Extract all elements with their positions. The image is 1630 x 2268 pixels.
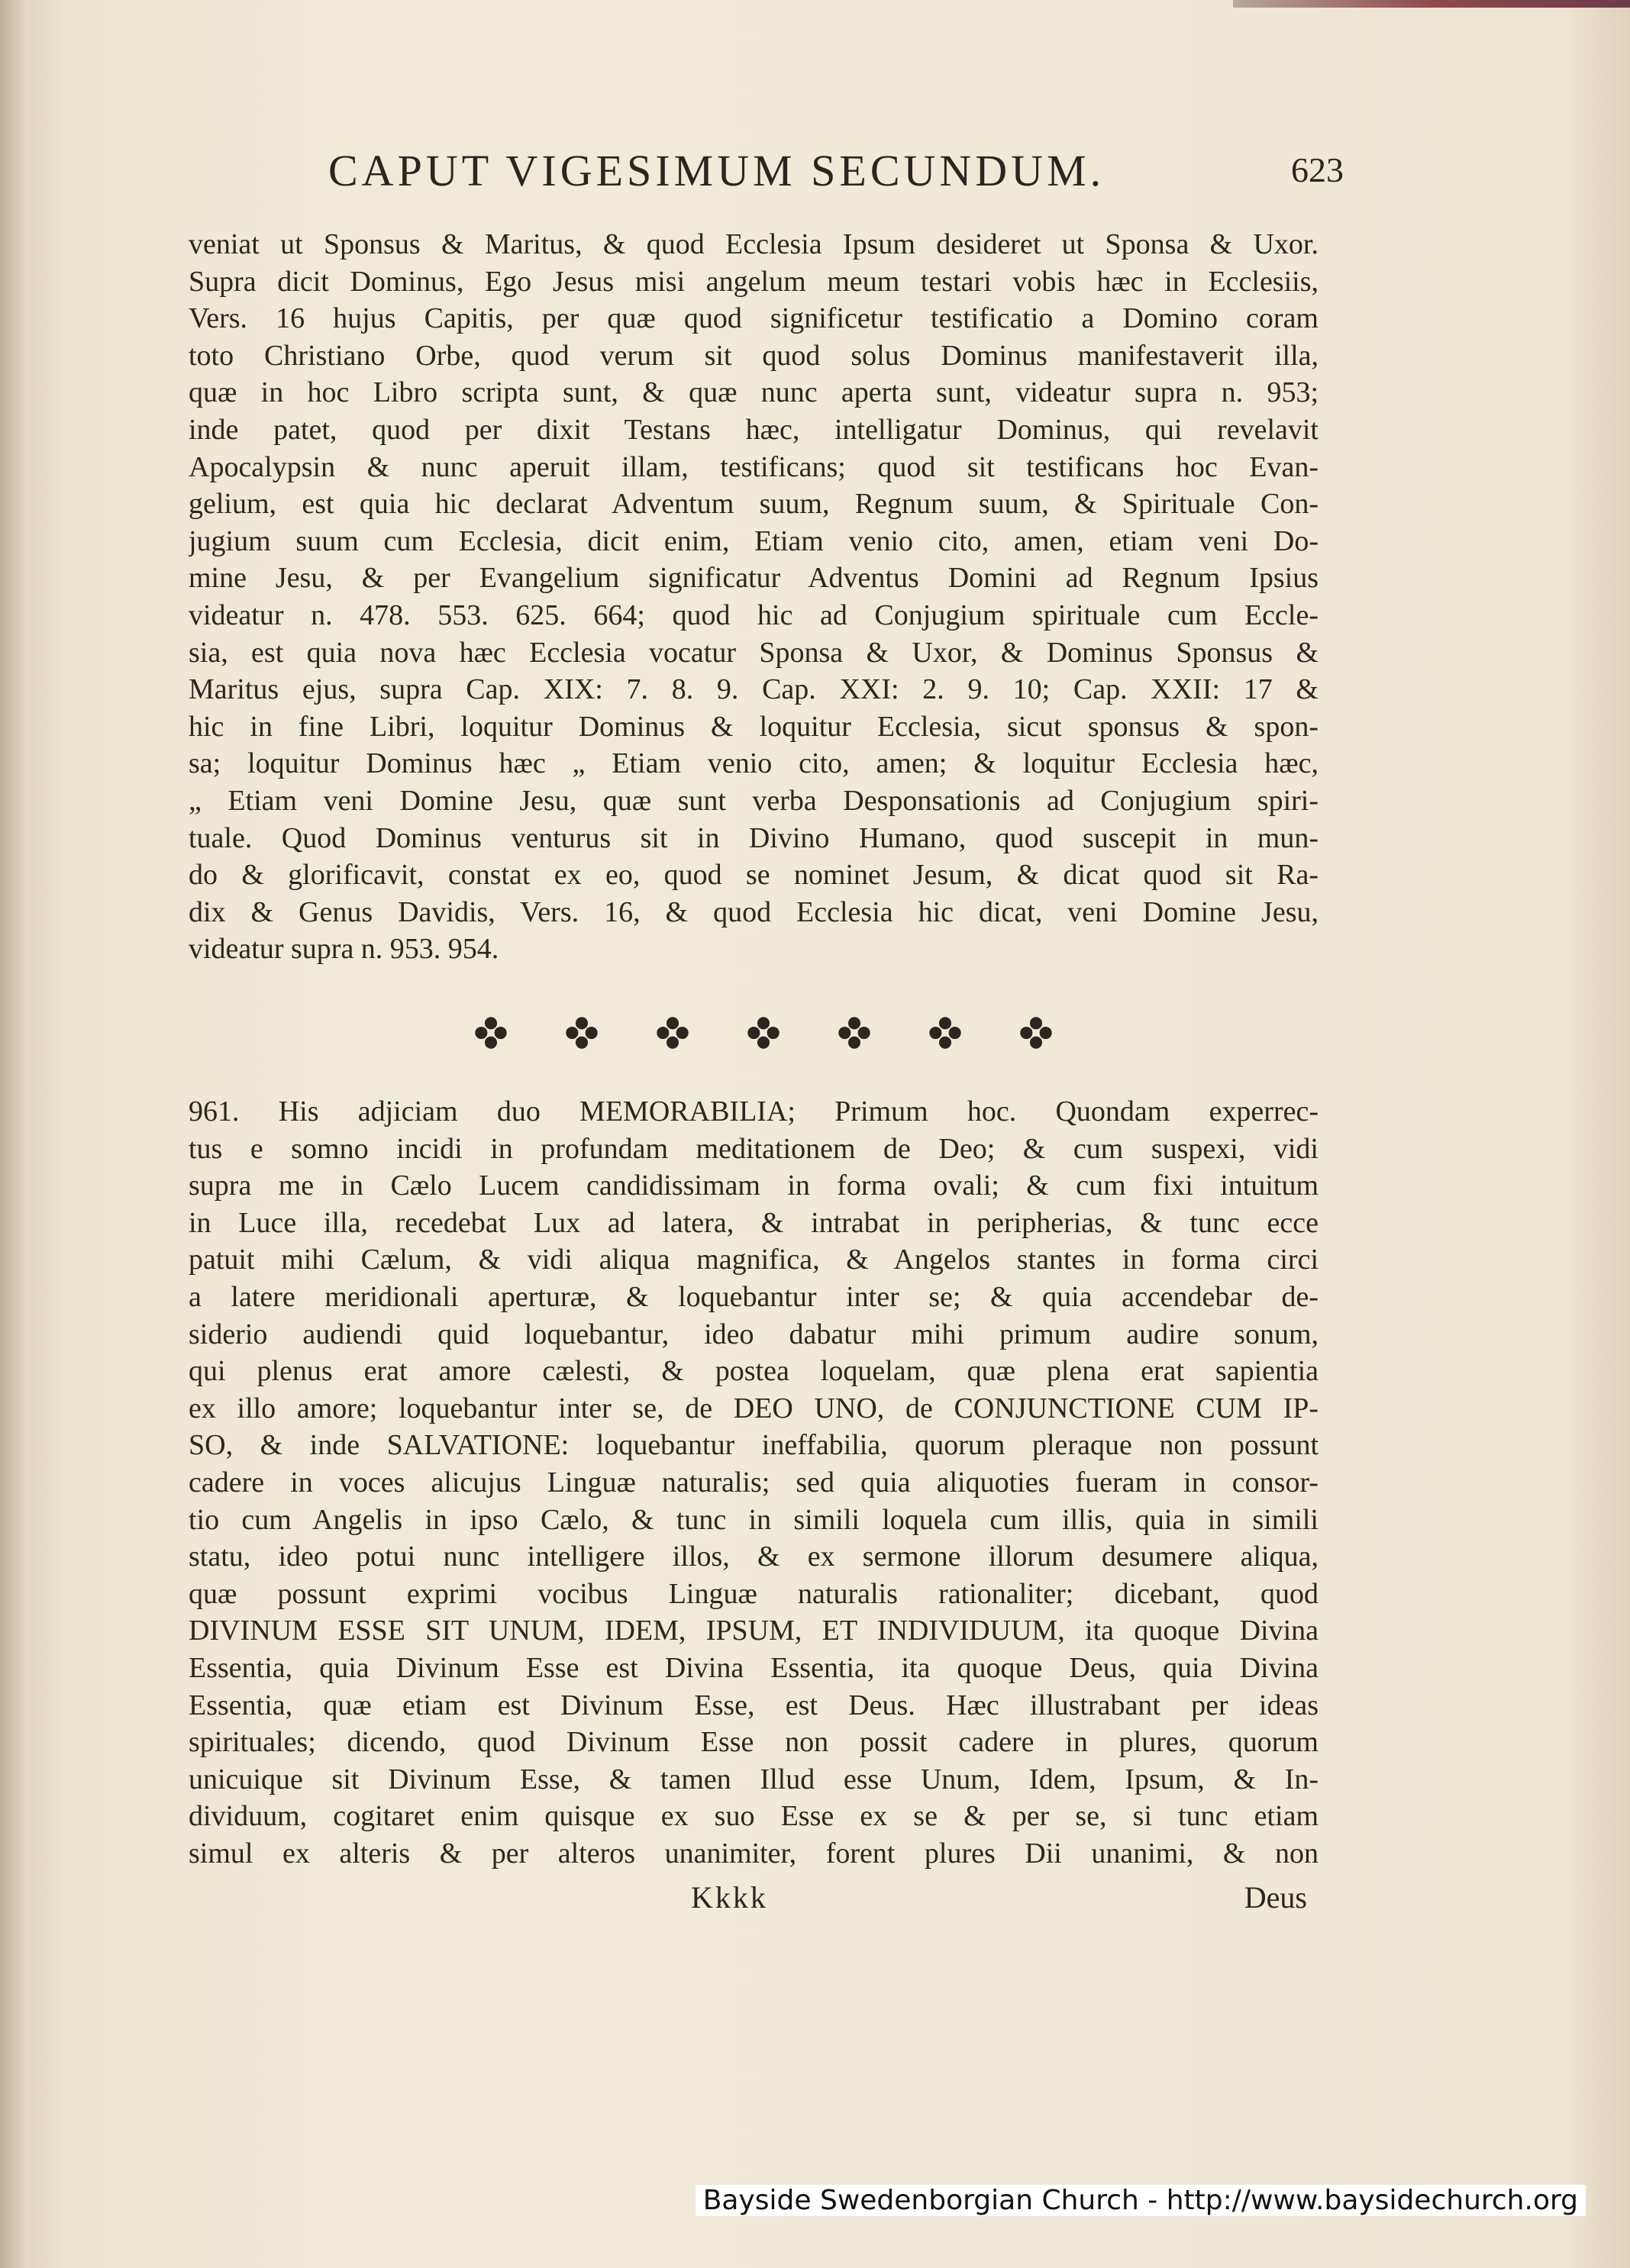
running-head: CAPUT VIGESIMUM SECUNDUM. bbox=[328, 146, 1105, 195]
signature-mark: Kkkk bbox=[691, 1880, 768, 1915]
text-line: ex illo amore; loquebantur inter se, de DEO UNO, de CONJUNCTIONE CUM IP- bbox=[189, 1392, 1319, 1424]
fleuron-icon bbox=[746, 1015, 781, 1050]
text-line: supra me in Cælo Lucem candidissimam in forma ovali; & cum fixi intuitum bbox=[189, 1169, 1319, 1202]
text-line: in Luce illa, recedebat Lux ad latera, & intrabat in peripherias, & tunc ecce bbox=[189, 1206, 1319, 1239]
book-edge bbox=[1233, 0, 1630, 8]
text-line: inde patet, quod per dixit Testans hæc, intelligatur Dominus, qui revelavit bbox=[189, 413, 1319, 446]
text-line: quæ possunt exprimi vocibus Linguæ naturalis rationaliter; dicebant, quod bbox=[189, 1577, 1319, 1610]
text-line: „ Etiam veni Domine Jesu, quæ sunt verba Desponsationis ad Conjugium spiri- bbox=[189, 784, 1319, 817]
fleuron-icon bbox=[837, 1015, 872, 1050]
text-line: quæ in hoc Libro scripta sunt, & quæ nunc aperta sunt, videatur supra n. 953; bbox=[189, 376, 1319, 409]
text-line: spirituales; dicendo, quod Divinum Esse non possit cadere in plures, quorum bbox=[189, 1726, 1319, 1759]
text-line: cadere in voces alicujus Linguæ naturalis; sed quia aliquoties fueram in consor- bbox=[189, 1466, 1319, 1499]
text-line: dix & Genus Davidis, Vers. 16, & quod Ecclesia hic dicat, veni Domine Jesu, bbox=[189, 895, 1319, 928]
fleuron-icon bbox=[473, 1015, 508, 1050]
text-line: dividuum, cogitaret enim quisque ex suo Esse ex se & per se, si tunc etiam bbox=[189, 1800, 1319, 1833]
text-line: jugium suum cum Ecclesia, dicit enim, Etiam venio cito, amen, etiam veni Do- bbox=[189, 524, 1319, 557]
page-number: 623 bbox=[1291, 150, 1344, 189]
text-line: Supra dicit Dominus, Ego Jesus misi angelum meum testari vobis hæc in Ecclesiis, bbox=[189, 265, 1319, 298]
text-line: Vers. 16 hujus Capitis, per quæ quod significetur testificatio a Domino coram bbox=[189, 302, 1319, 335]
fleuron-icon bbox=[1018, 1015, 1054, 1050]
text-line: sa; loquitur Dominus hæc „ Etiam venio cito, amen; & loquitur Ecclesia hæc, bbox=[189, 747, 1319, 780]
text-line: 961. His adjiciam duo MEMORABILIA; Primum hoc. Quondam experrec- bbox=[189, 1095, 1319, 1128]
text-line: patuit mihi Cælum, & vidi aliqua magnifica, & Angelos stantes in forma circi bbox=[189, 1244, 1319, 1276]
text-line: siderio audiendi quid loquebantur, ideo dabatur mihi primum audire sonum, bbox=[189, 1318, 1319, 1350]
text-line: Maritus ejus, supra Cap. XIX: 7. 8. 9. Cap. XXI: 2. 9. 10; Cap. XXII: 17 & bbox=[189, 673, 1319, 706]
paragraph-961 bbox=[189, 1093, 1319, 1872]
text-line: videatur supra n. 953. 954. bbox=[189, 933, 499, 966]
page-header bbox=[183, 145, 1344, 206]
text-line: hic in fine Libri, loquitur Dominus & loquitur Ecclesia, sicut sponsus & spon- bbox=[189, 710, 1319, 743]
text-line: Apocalypsin & nunc aperuit illam, testificans; quod sit testificans hoc Evan- bbox=[189, 450, 1319, 483]
text-line: tuale. Quod Dominus venturus sit in Divino Humano, quod suscepit in mun- bbox=[189, 821, 1319, 854]
fleuron-icon bbox=[928, 1015, 963, 1050]
catchword: Deus bbox=[1244, 1880, 1307, 1915]
text-line: SO, & inde SALVATIONE: loquebantur ineffabilia, quorum pleraque non possunt bbox=[189, 1429, 1319, 1462]
text-line: DIVINUM ESSE SIT UNUM, IDEM, IPSUM, ET INDIVIDUUM, ita quoque Divina bbox=[189, 1615, 1319, 1647]
text-line: simul ex alteris & per alteros unanimiter, forent plures Dii unanimi, & non bbox=[189, 1837, 1319, 1870]
fleuron-icon bbox=[655, 1015, 690, 1050]
text-line: sia, est quia nova hæc Ecclesia vocatur Sponsa & Uxor, & Dominus Sponsus & bbox=[189, 636, 1319, 669]
text-line: tus e somno incidi in profundam meditationem de Deo; & cum suspexi, vidi bbox=[189, 1132, 1319, 1165]
text-line: gelium, est quia hic declarat Adventum suum, Regnum suum, & Spirituale Con- bbox=[189, 488, 1319, 521]
text-line: videatur n. 478. 553. 625. 664; quod hic ad Conjugium spirituale cum Eccle- bbox=[189, 598, 1319, 631]
watermark: Bayside Swedenborgian Church - http://www.baysidechurch.org bbox=[696, 2185, 1586, 2216]
text-line: tio cum Angelis in ipso Cælo, & tunc in simili loquela cum illis, quia in simili bbox=[189, 1503, 1319, 1536]
text-line: a latere meridionali aperturæ, & loquebantur inter se; & quia accendebar de- bbox=[189, 1280, 1319, 1313]
text-line: toto Christiano Orbe, quod verum sit quod solus Dominus manifestaverit illa, bbox=[189, 339, 1319, 372]
fleuron-divider bbox=[473, 1015, 1054, 1050]
paragraph-continuation bbox=[189, 226, 1319, 968]
text-line: veniat ut Sponsus & Maritus, & quod Ecclesia Ipsum desideret ut Sponsa & Uxor. bbox=[189, 228, 1319, 260]
text-line: do & glorificavit, constat ex eo, quod se nominet Jesum, & dicat quod sit Ra- bbox=[189, 859, 1319, 892]
text-line: statu, ideo potui nunc intelligere illos, & ex sermone illorum desumere aliqua, bbox=[189, 1540, 1319, 1573]
text-line: Essentia, quæ etiam est Divinum Esse, est Deus. Hæc illustrabant per ideas bbox=[189, 1689, 1319, 1721]
text-line: mine Jesu, & per Evangelium significatur Adventus Domini ad Regnum Ipsius bbox=[189, 562, 1319, 595]
fleuron-icon bbox=[564, 1015, 599, 1050]
text-line: unicuique sit Divinum Esse, & tamen Illud esse Unum, Idem, Ipsum, & In- bbox=[189, 1763, 1319, 1795]
text-line: Essentia, quia Divinum Esse est Divina Essentia, ita quoque Deus, quia Divina bbox=[189, 1651, 1319, 1684]
text-line: qui plenus erat amore cælesti, & postea loquelam, quæ plena erat sapientia bbox=[189, 1355, 1319, 1388]
